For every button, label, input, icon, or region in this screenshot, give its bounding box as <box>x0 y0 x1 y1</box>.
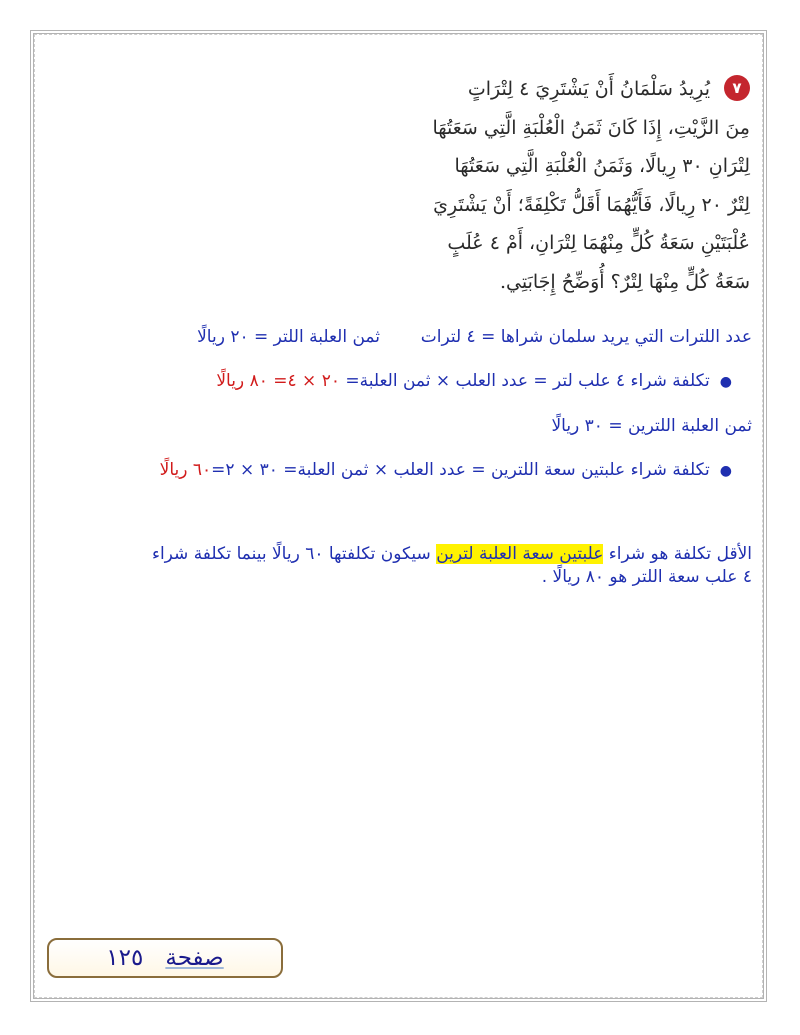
conclusion-line-2: ٤ علب سعة اللتر هو ٨٠ ريالًا . <box>541 567 752 587</box>
problem-line-1 <box>420 70 750 109</box>
conclusion-post: سيكون تكلفتها ٦٠ ريالًا بينما تكلفة شراء <box>151 544 437 564</box>
bullet-2-text: تكلفة شراء علبتين سعة اللترين = عدد العلب × ثمن العلبة= ٣٠ × ٢= <box>211 460 710 480</box>
answer-bullet-2 <box>160 460 732 480</box>
bullet-2-result: ٦٠ ريالًا <box>159 460 212 480</box>
problem-line-6: سَعَةُ كُلٍّ مِنْهَا لِتْرٌ؟ أُوَضِّحُ إِجَابَتِي. <box>499 270 750 293</box>
page-number: ١٢٥ <box>106 945 144 971</box>
page-label: صفحة <box>165 945 224 971</box>
bullet-icon: ● <box>719 374 732 390</box>
problem-line-4: لِتْرٌ ٢٠ رِيالًا، فَأَيُّهُمَا أَقَلُّ تَكْلِفَةً؛ أَنْ يَشْتَرِيَ <box>433 193 750 216</box>
page-number-box <box>47 938 283 978</box>
problem-line-1-text: يُرِيدُ سَلْمَانُ أَنْ يَشْتَرِيَ ٤ لِتْرَاتٍ <box>467 78 710 100</box>
conclusion-pre: الأقل تكلفة هو شراء <box>603 544 752 564</box>
conclusion-line-1 <box>152 544 752 564</box>
answer-bullet-1 <box>216 371 732 391</box>
bullet-1-text: تكلفة شراء ٤ علب لتر = عدد العلب × ثمن العلبة= <box>345 371 710 391</box>
problem-line-2: مِنَ الزَّيْتِ، إِذَا كَانَ ثَمَنُ الْعُلْبَةِ الَّتِي سَعَتُهَا <box>432 116 750 139</box>
answer-liters-count: عدد اللترات التي يريد سلمان شراها = ٤ لترات <box>420 327 752 347</box>
answer-two-liter-price: ثمن العلبة اللترين = ٣٠ ريالًا <box>551 416 752 436</box>
problem-text <box>420 70 750 301</box>
problem-line-3: لِتْرَانِ ٣٠ رِيالًا، وَثَمَنُ الْعُلْبَةِ الَّتِي سَعَتُهَا <box>454 155 750 177</box>
bullet-icon: ● <box>719 463 732 479</box>
problem-line-5: عُلْبَتَيْنِ سَعَةُ كُلٍّ مِنْهُمَا لِتْرَانِ، أَمْ ٤ عُلَبٍ <box>447 232 750 254</box>
answer-one-liter-price: ثمن العلبة اللتر = ٢٠ ريالًا <box>197 327 380 347</box>
problem-number-badge: ٧ <box>724 75 750 101</box>
bullet-1-result: ٢٠ × ٤= ٨٠ ريالًا <box>216 371 346 391</box>
conclusion-highlight: علبتين سعة العلبة لترين <box>436 544 604 564</box>
